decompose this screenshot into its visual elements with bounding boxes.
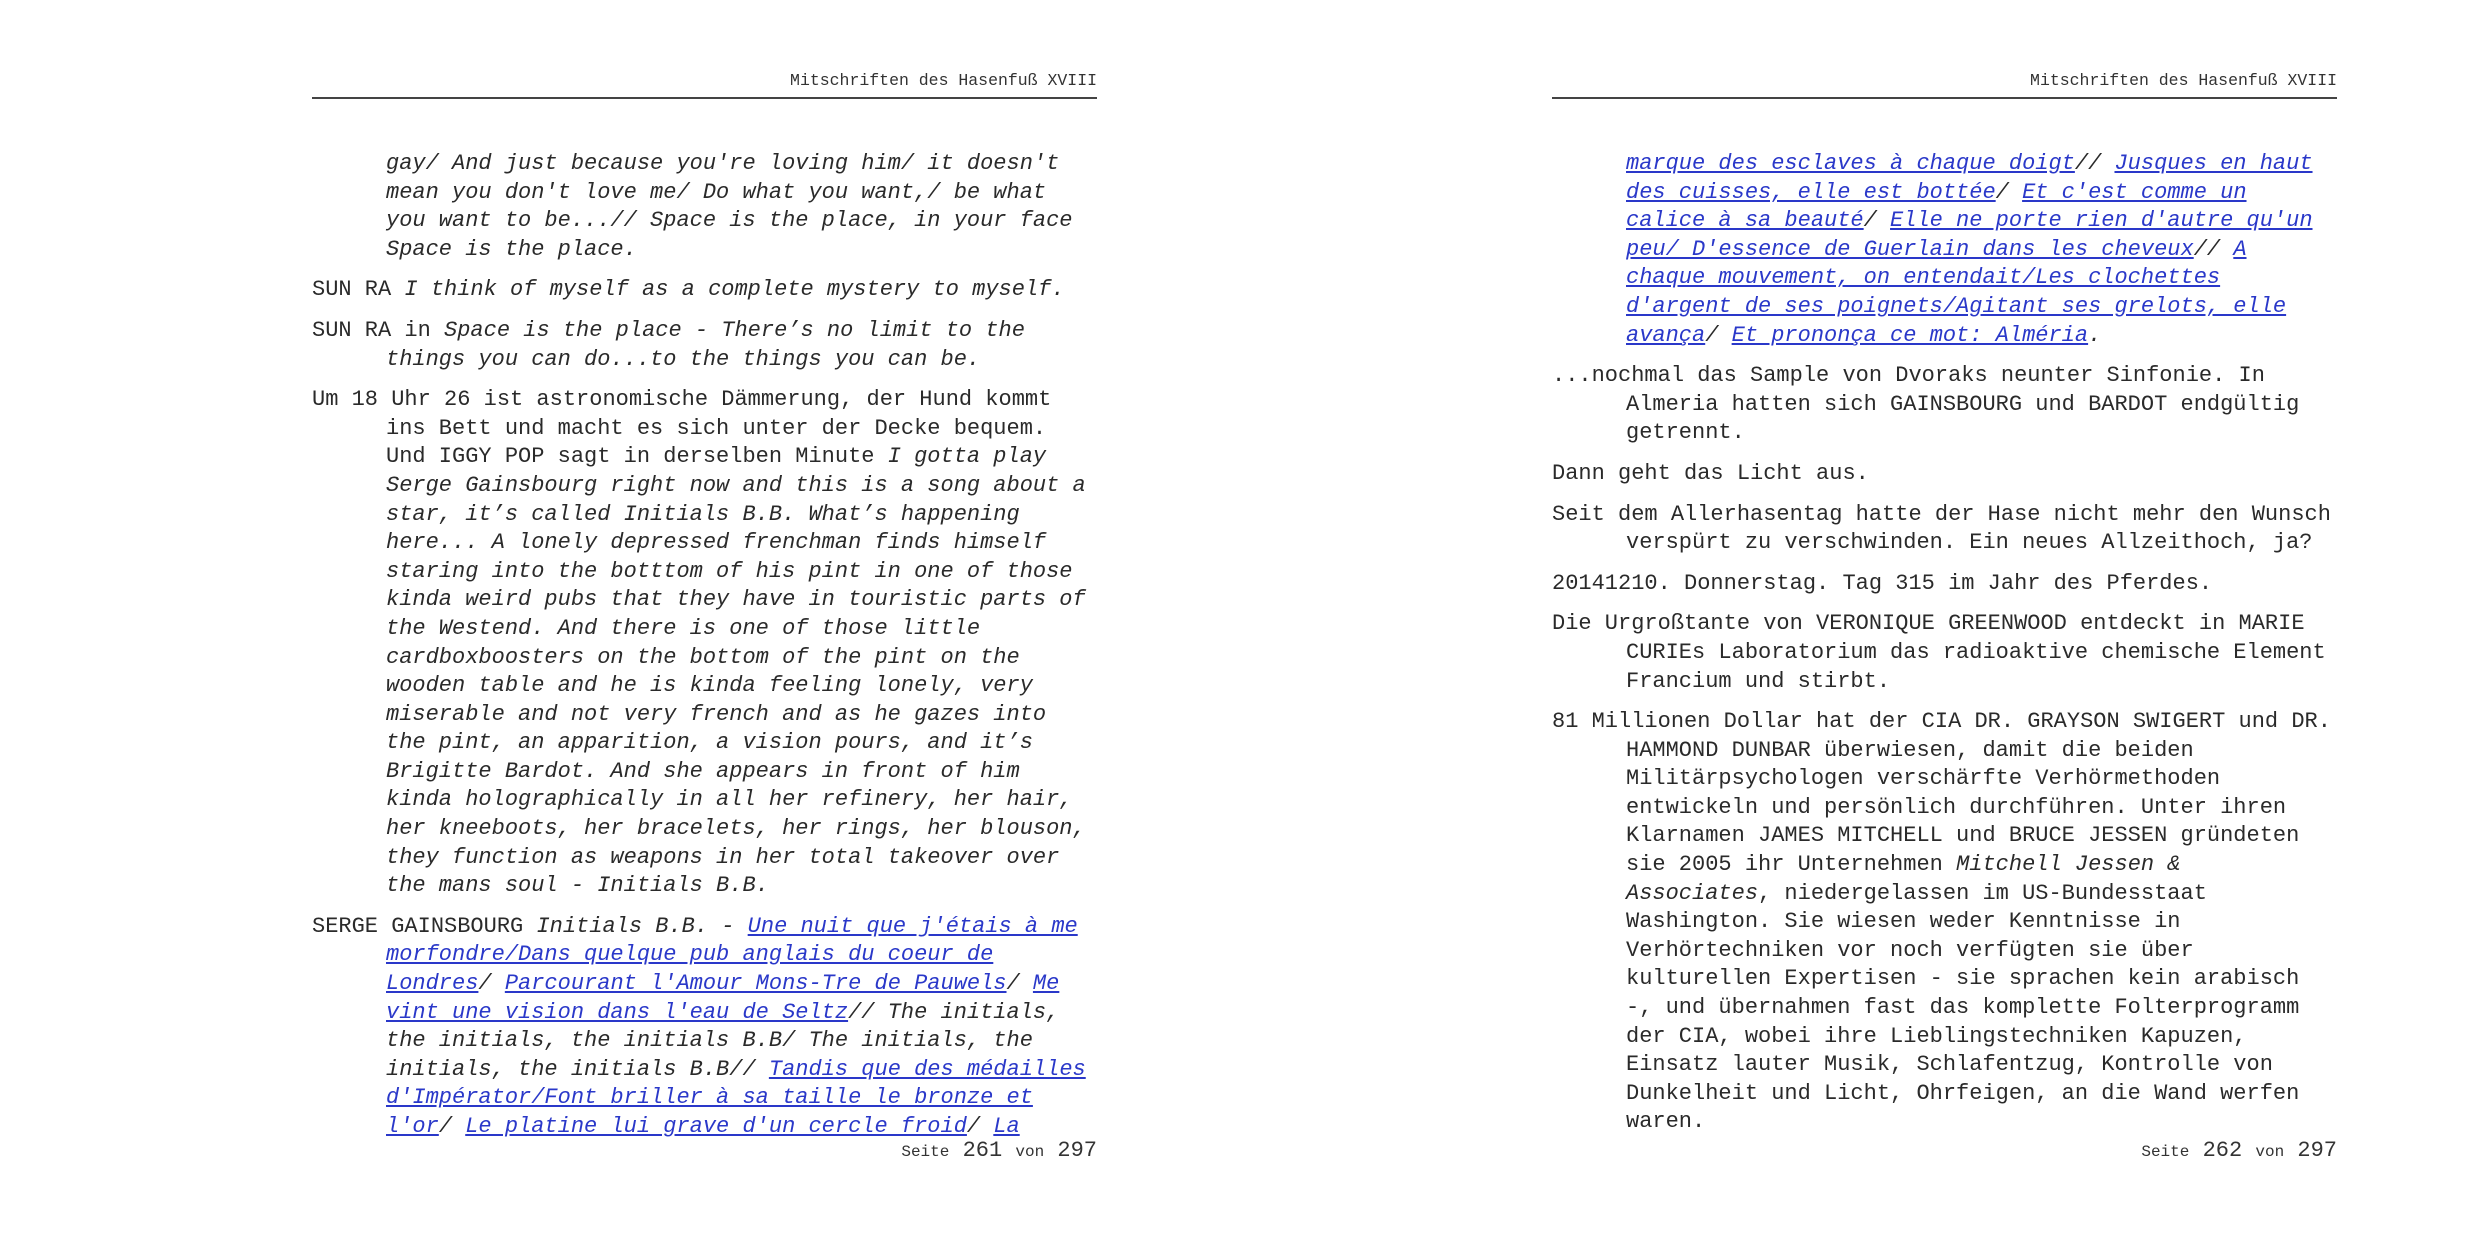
body-text: SUN RA [312,277,405,303]
italic-text: // [2193,236,2234,262]
italic-text: gay/ And just because you're loving him/ it doesn't mean you don't love me/ Do what you want,/ be what you want to be...// Space is the place, in your face Space is the place. [386,151,1073,262]
paragraph [1552,570,2337,599]
page-total: 297 [1057,1138,1097,1163]
footer-label: Seite [2141,1143,2190,1161]
paragraph [1552,362,2337,448]
body-text: Um 18 Uhr 26 ist astronomische Dämmerung, der Hund kommt ins Bett und macht es sich unter der Decke bequem. Und IGGY POP sagt in derselben Minute [312,387,1052,470]
page-body [312,150,1097,1154]
right-page [1552,0,2342,1240]
footer-separator: von [2255,1143,2285,1161]
page-footer [312,1138,1097,1163]
body-text: Seit dem Allerhasentag hatte der Hase nicht mehr den Wunsch verspürt zu verschwinden. Ein neues Allzeithoch, ja? [1552,501,2331,556]
running-header: Mitschriften des Hasenfuß XVIII [790,71,1097,90]
body-text: 20141210. Donnerstag. Tag 315 im Jahr des Pferdes. [1552,570,2213,596]
italic-text: Space is the place - There’s no limit to the things you can do...to the things you can be. [386,317,1025,372]
lyric-link[interactable]: Et prononça ce mot: Alméria [1731,322,2089,348]
paragraph [312,913,1097,1142]
italic-text: // [2074,151,2115,176]
paragraph [1552,708,2337,1137]
page-number: 261 [962,1138,1003,1163]
italic-text: Initials B.B. - [536,913,748,939]
italic-text: . [2088,322,2102,348]
page-total: 297 [2297,1138,2337,1163]
lyric-link[interactable]: Me vint une vision dans l'eau de Seltz [386,971,1060,1025]
italic-text: I gotta play Serge Gainsbourg right now and this is a song about a star, it’s called Initials B.B. What’s happening here... A lonely depressed frenchman finds himself staring into the botttom of his pint in one of those kinda weird pubs that they have in touristic parts of the Westend. And there is one of those little cardboxboosters on the bottom of the pint on the wooden table and he is kinda feeling lonely, very miserable and not very french and as he gazes into the pint, an apparition, a vision pours, and it’s Brigitte Bardot. And she appears in front of him kinda holographically in all her refinery, her hair, her kneeboots, her bracelets, her rings, her blouson, they function as weapons in her total takeover over the mans soul - Initials B.B. [386,444,1086,899]
paragraph [312,386,1097,901]
lyric-link[interactable]: Et c'est comme un calice à sa beauté [1626,179,2247,234]
body-text: 81 Millionen Dollar hat der CIA DR. GRAYSON SWIGERT und DR. HAMMOND DUNBAR überwiesen, damit die beiden Militärpsychologen verschärfte Verhörmethoden entwickeln und persönlich durchführen. Unter ihren Klarnamen JAMES MITCHELL und BRUCE JESSEN gründeten sie 2005 ihr Unternehmen [1552,709,2331,878]
body-text: , niedergelassen im US-Bundesstaat Washington. Sie wiesen weder Kenntnisse in Verhörtechniken vor noch verfügten sie über kulturellen Expertisen - sie sprachen kein arabisch -, und übernahmen fast das komplette Folterprogramm der CIA, wobei ihre Lieblingstechniken Kapuzen, Einsatz lauter Musik, Schlafentzug, Kontrolle von Dunkelheit und Licht, Ohrfeigen, an die Wand werfen waren. [1626,880,2300,1135]
page-footer [1552,1138,2337,1163]
lyric-link[interactable]: Jusques en haut des cuisses, elle est bottée [1626,151,2313,205]
header-rule [1552,97,2337,99]
page-number: 262 [2202,1138,2243,1163]
body-text: Die Urgroßtante von VERONIQUE GREENWOOD entdeckt in MARIE CURIEs Laboratorium das radioaktive chemische Element Francium und stirbt. [1552,611,2326,694]
lyric-link[interactable]: Parcourant l'Amour Mons-Tre de Pauwels [504,971,1007,997]
lyric-link[interactable]: Le platine lui grave d'un cercle froid [465,1114,967,1139]
italic-text: / [1006,971,1033,997]
paragraph [1552,150,2337,350]
paragraph [312,276,1097,305]
running-header: Mitschriften des Hasenfuß XVIII [2030,71,2337,90]
lyric-link[interactable]: marque des esclaves à chaque doigt [1626,151,2075,176]
paragraph [1552,460,2337,489]
paragraph [312,150,1097,264]
italic-text: / [1863,208,1891,234]
footer-separator: von [1015,1143,1045,1161]
italic-text: // The initials, the initials, the initials B.B/ The initials, the initials, the initials B.B// [386,999,1060,1082]
lyric-link[interactable]: La [993,1114,1020,1139]
footer-label: Seite [901,1143,950,1161]
lyric-link[interactable]: Elle ne porte rien d'autre qu'un peu/ D'essence de Guerlain dans les cheveux [1626,208,2313,262]
lyric-link[interactable]: Une nuit que j'étais à me morfondre/Dans quelque pub anglais du coeur de Londres [386,913,1078,997]
page-body [1552,150,2337,1149]
header-rule [312,97,1097,99]
italic-text: I think of myself as a complete mystery to myself. [404,277,1065,303]
left-page [312,0,1102,1240]
body-text: SERGE GAINSBOURG [312,913,537,939]
italic-text: / [438,1114,466,1139]
lyric-link[interactable]: A chaque mouvement, on entendait/Les clochettes d'argent de ses poignets/Agitant ses grelots, elle avança [1626,236,2287,348]
italic-text: / [966,1114,994,1139]
italic-text: / [478,971,505,997]
italic-text: Mitchell Jessen & Associates [1626,852,2181,906]
paragraph [1552,501,2337,558]
paragraph [312,317,1097,374]
body-text: Dann geht das Licht aus. [1552,460,1869,486]
italic-text: / [1705,322,1732,348]
paragraph [1552,610,2337,696]
body-text: ...nochmal das Sample von Dvoraks neunter Sinfonie. In Almeria hatten sich GAINSBOURG und BARDOT endgültig getrennt. [1552,363,2300,446]
italic-text: / [1995,179,2023,205]
lyric-link[interactable]: Tandis que des médailles d'Impérator/Font briller à sa taille le bronze et l'or [386,1056,1086,1139]
body-text: SUN RA in [312,317,445,343]
